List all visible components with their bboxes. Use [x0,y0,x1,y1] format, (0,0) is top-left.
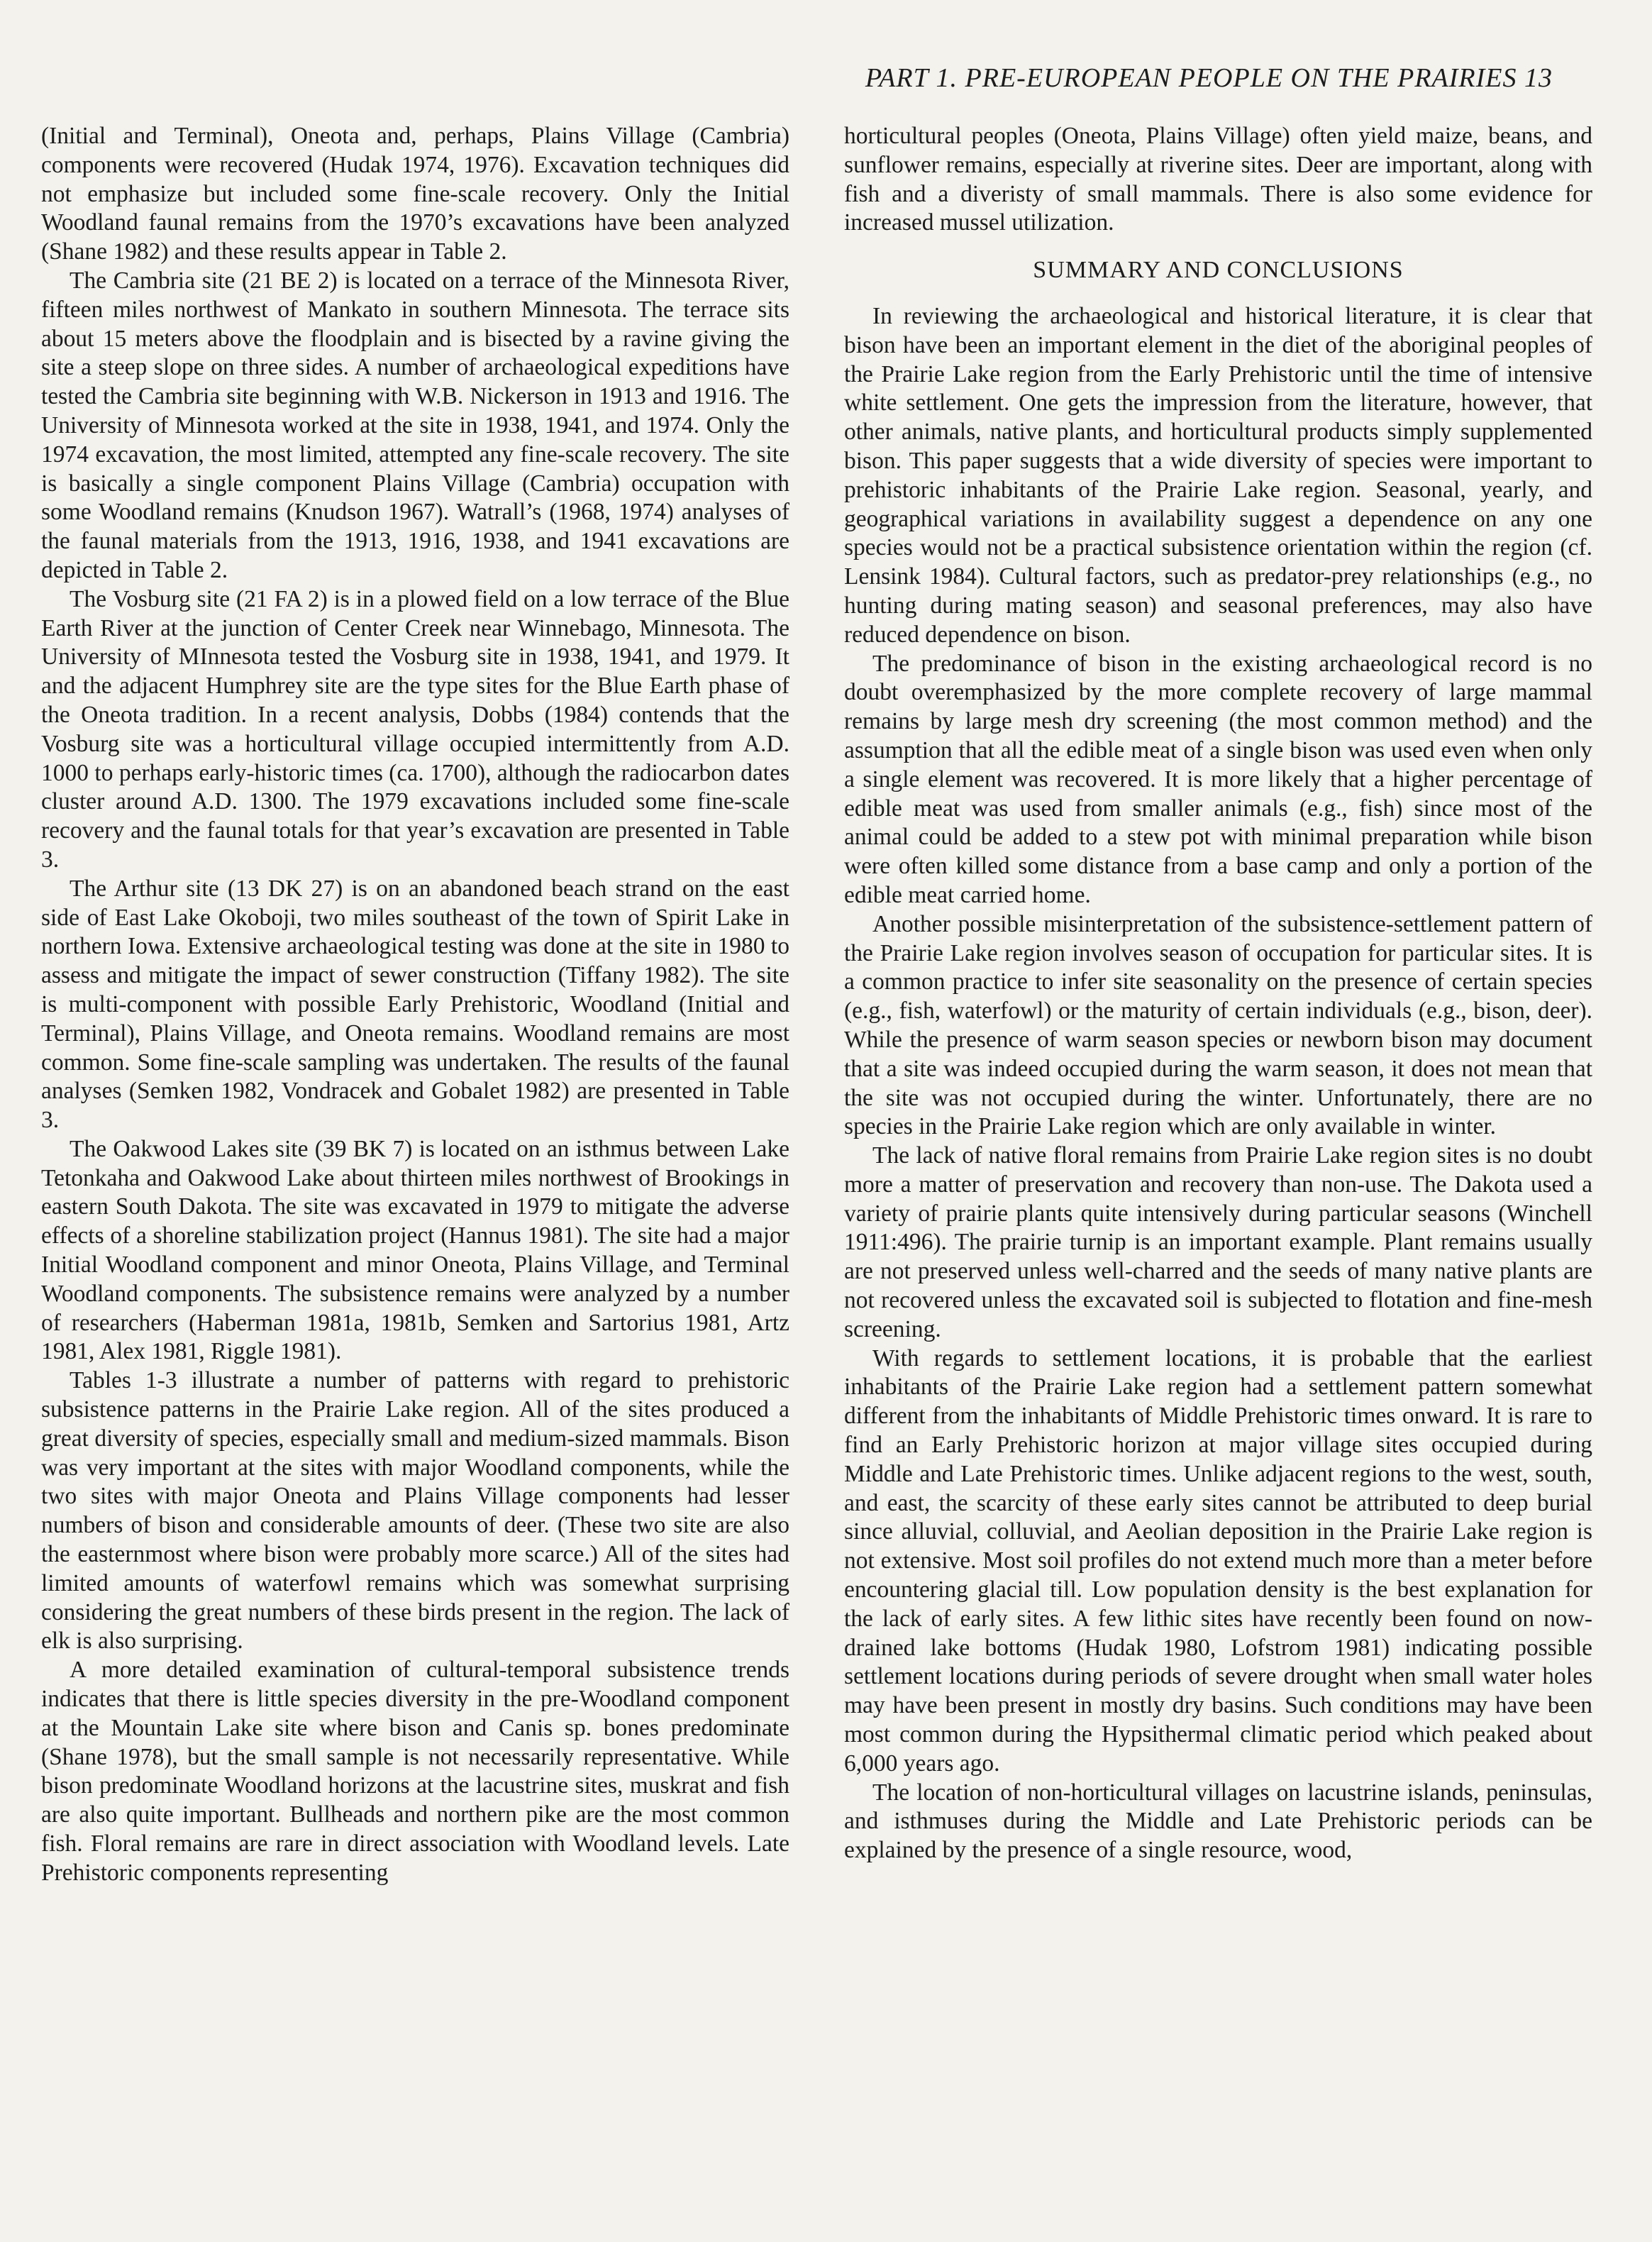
left-column [41,122,789,1888]
paragraph: The predominance of bison in the existing archaeological record is no doubt overemphasized by the more complete recovery of large mammal remains by large mesh dry screening (the most common method) and the assumption that all the edible meat of a single bison was used even when only a single element was recovered. It is more likely that a higher percentage of edible meat was used from smaller animals (e.g., fish) since most of the animal could be added to a stew pot with minimal preparation while bison were often killed some distance from a base camp and only a portion of the edible meat carried home. [844,650,1592,908]
right-column [844,122,1592,1865]
paragraph: The location of non-horticultural villages on lacustrine islands, peninsulas, and isthmuses during the Middle and Late Prehistoric periods can be explained by the presence of a single resource, wood, [844,1779,1592,1864]
paragraph: horticultural peoples (Oneota, Plains Village) often yield maize, beans, and sunflower remains, especially at riverine sites. Deer are important, along with fish and a diveristy of small mammals. There is also some evidence for increased mussel utilization. [844,123,1592,236]
paragraph: Tables 1-3 illustrate a number of patterns with regard to prehistoric subsistence patterns in the Prairie Lake region. All of the sites produced a great diversity of species, especially small and medium-sized mammals. Bison was very important at the sites with major Woodland components, while the two sites with major Oneota and Plains Village components had lesser numbers of bison and considerable amounts of deer. (These two site are also the easternmost where bison were probably more scarce.) All of the sites had limited amounts of waterfowl remains which was somewhat surprising considering the great numbers of these birds present in the region. The lack of elk is also surprising. [41,1367,789,1655]
paragraph: Another possible misinterpretation of the subsistence-settlement pattern of the Prairie Lake region involves season of occupation for particular sites. It is a common practice to infer site seasonality on the presence of certain species (e.g., fish, waterfowl) or the maturity of certain individuals (e.g., bison, deer). While the presence of warm season species or newborn bison may document that a site was indeed occupied during the warm season, it does not mean that the site was not occupied during the winter. Unfortunately, there are no species in the Prairie Lake region which are only available in winter. [844,910,1592,1140]
section-heading: SUMMARY AND CONCLUSIONS [1033,257,1404,284]
paragraph: In reviewing the archaeological and historical literature, it is clear that bison have been an important element in the diet of the aboriginal peoples of the Prairie Lake region from the Early Prehistoric until the time of intensive white settlement. One gets the impression from the literature, however, that other animals, native plants, and horticultural products simply supplemented bison. This paper suggests that a wide diversity of species were important to prehistoric inhabitants of the Prairie Lake region. Seasonal, yearly, and geographical variations in availability suggest a dependence on any one species would not be a practical subsistence orientation within the region (cf. Lensink 1984). Cultural factors, such as predator-prey relationships (e.g., no hunting during mating season) and seasonal preferences, may also have reduced dependence on bison. [844,302,1592,648]
paragraph: The Vosburg site (21 FA 2) is in a plowed field on a low terrace of the Blue Earth River at the junction of Center Creek near Winnebago, Minnesota. The University of MInnesota tested the Vosburg site in 1938, 1941, and 1979. It and the adjacent Humphrey site are the type sites for the Blue Earth phase of the Oneota tradition. In a recent analysis, Dobbs (1984) contends that the Vosburg site was a horticultural village occupied intermittently from A.D. 1000 to perhaps early-historic times (ca. 1700), although the radiocarbon dates cluster around A.D. 1300. The 1979 excavations included some fine-scale recovery and the faunal totals for that year’s excavation are presented in Table 3. [41,585,789,873]
paragraph: (Initial and Terminal), Oneota and, perhaps, Plains Village (Cambria) components were recovered (Hudak 1974, 1976). Excavation techniques did not emphasize but included some fine-scale recovery. Only the Initial Woodland faunal remains from the 1970’s excavations have been analyzed (Shane 1982) and these results appear in Table 2. [41,123,789,265]
paragraph: The lack of native floral remains from Prairie Lake region sites is no doubt more a matter of preservation and recovery than non-use. The Dakota used a variety of prairie plants quite intensively during particular seasons (Winchell 1911:496). The prairie turnip is an important example. Plant remains usually are not preserved unless well-charred and the seeds of many native plants are not recovered unless the excavated soil is subjected to flotation and fine-mesh screening. [844,1142,1592,1342]
paragraph: With regards to settlement locations, it is probable that the earliest inhabitants of the Prairie Lake region had a settlement pattern somewhat different from the inhabitants of Middle Prehistoric times onward. It is rare to find an Early Prehistoric horizon at major village sites occupied during Middle and Late Prehistoric times. Unlike adjacent regions to the west, south, and east, the scarcity of these early sites cannot be attributed to deep burial since alluvial, colluvial, and Aeolian deposition in the Prairie Lake region is not extensive. Most soil profiles do not extend much more than a meter before encountering glacial till. Low population density is the best explanation for the lack of early sites. A few lithic sites have recently been found on now-drained lake bottoms (Hudak 1980, Lofstrom 1981) indicating possible settlement locations during periods of severe drought when small water holes may have been present in mostly dry basins. Such conditions may have been most common during the Hypsithermal climatic period which peaked about 6,000 years ago. [844,1344,1592,1777]
paragraph: The Arthur site (13 DK 27) is on an abandoned beach strand on the east side of East Lake Okoboji, two miles southeast of the town of Spirit Lake in northern Iowa. Extensive archaeological testing was done at the site in 1980 to assess and mitigate the impact of sewer construction (Tiffany 1982). The site is multi-component with possible Early Prehistoric, Woodland (Initial and Terminal), Plains Village, and Oneota remains. Woodland remains are most common. Some fine-scale sampling was undertaken. The results of the faunal analyses (Semken 1982, Vondracek and Gobalet 1982) are presented in Table 3. [41,875,789,1134]
paragraph: The Cambria site (21 BE 2) is located on a terrace of the Minnesota River, fifteen miles northwest of Mankato in southern Minnesota. The terrace sits about 15 meters above the floodplain and is bisected by a ravine giving the site a steep slope on three sides. A number of archaeological expeditions have tested the Cambria site beginning with W.B. Nickerson in 1913 and 1916. The University of Minnesota worked at the site in 1938, 1941, and 1974. Only the 1974 excavation, the most limited, attempted any fine-scale recovery. The site is basically a single component Plains Village (Cambria) occupation with some Woodland remains (Knudson 1967). Watrall’s (1968, 1974) analyses of the faunal materials from the 1913, 1916, 1938, and 1941 excavations are depicted in Table 2. [41,267,789,583]
paragraph: The Oakwood Lakes site (39 BK 7) is located on an isthmus between Lake Tetonkaha and Oakwood Lake about thirteen miles northwest of Brookings in eastern South Dakota. The site was excavated in 1979 to mitigate the adverse effects of a shoreline stabilization project (Hannus 1981). The site had a major Initial Woodland component and minor Oneota, Plains Village, and Terminal Woodland components. The subsistence remains were analyzed by a number of researchers (Haberman 1981a, 1981b, Semken and Sartorius 1981, Artz 1981, Alex 1981, Riggle 1981). [41,1135,789,1365]
running-head: PART 1. PRE-EUROPEAN PEOPLE ON THE PRAIRIES 13 [865,63,1553,93]
paragraph: A more detailed examination of cultural-temporal subsistence trends indicates that there is little species diversity in the pre-Woodland component at the Mountain Lake site where bison and Canis sp. bones predominate (Shane 1978), but the small sample is not necessarily representative. While bison predominate Woodland horizons at the lacustrine sites, muskrat and fish are also quite important. Bullheads and northern pike are the most common fish. Floral remains are rare in direct association with Woodland levels. Late Prehistoric components representing [41,1657,789,1886]
